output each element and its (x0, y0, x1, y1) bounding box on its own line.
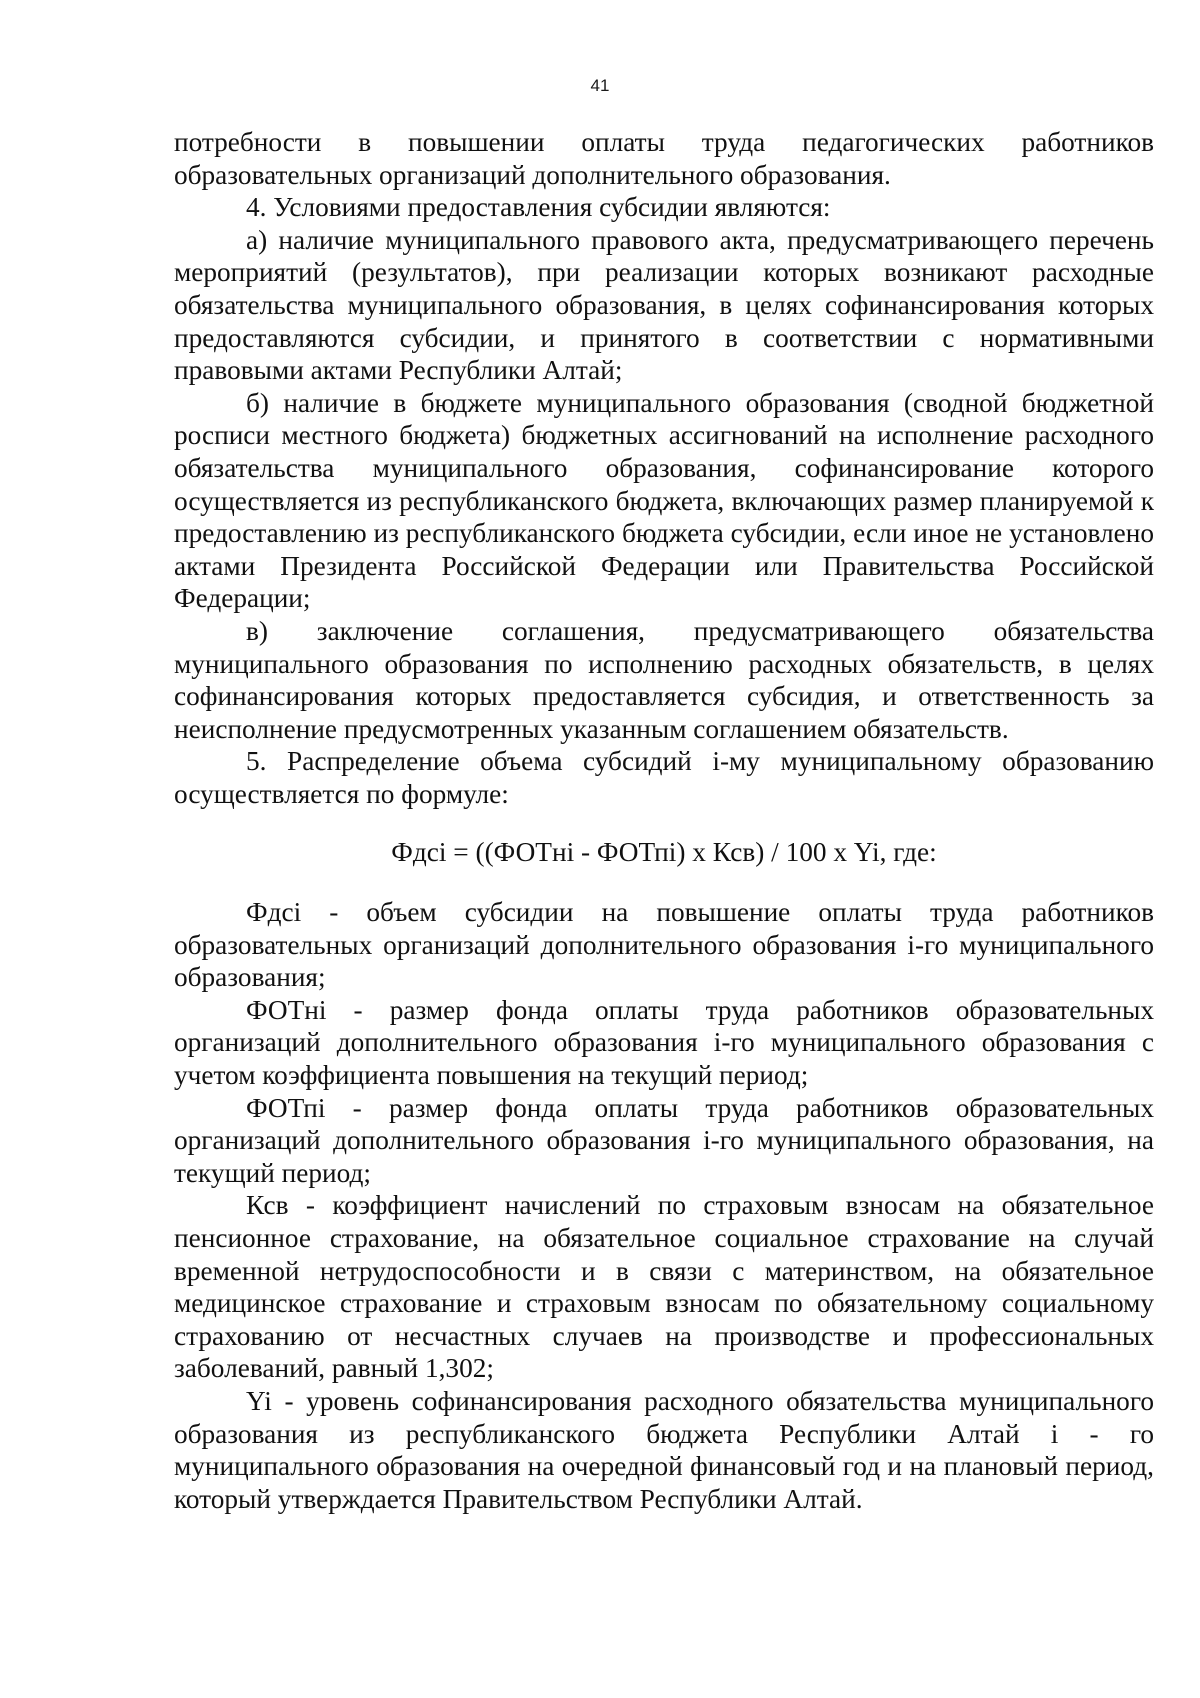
paragraph-section-5: 5. Распределение объема субсидий i-му муниципальному образованию осуществляется по формуле: (174, 746, 1154, 809)
distribution-formula: Фдсi = ((ФОТнi - ФОТпi) х Ксв) / 100 х Yi, где: (391, 837, 937, 868)
paragraph-item-b: б) наличие в бюджете муниципального образования (сводной бюджетной росписи местного бюджета) бюджетных ассигнований на исполнение расходного обязательства муниципального образования, софинансирование которого осуществляется из республиканского бюджета, включающих размер планируемой к предоставлению из республиканского бюджета субсидии, если иное не установлено актами Президента Российской Федерации или Правительства Российской Федерации; (174, 387, 1154, 614)
definition-fdsi: Фдсi - объем субсидии на повышение оплаты труда работников образовательных организаций дополнительного образования i-го муниципального образования; (174, 897, 1154, 993)
definition-yi: Yi - уровень софинансирования расходного обязательства муниципального образования из республиканского бюджета Республики Алтай i - го муниципального образования на очередной финансовый год и на плановый период, который утверждается Правительством Республики Алтай. (174, 1385, 1154, 1514)
definition-ksv: Ксв - коэффициент начислений по страховым взносам на обязательное пенсионное страхование, на обязательное социальное страхование на случай временной нетрудоспособности и в связи с материнством, на обязательное медицинское страхование и страховым взносам по обязательному социальному страхованию от несчастных случаев на производстве и профессиональных заболеваний, равный 1,302; (174, 1190, 1154, 1384)
document-body (174, 126, 1154, 1515)
page-number: 41 (590, 76, 610, 95)
paragraph-item-a: а) наличие муниципального правового акта, предусматривающего перечень мероприятий (результатов), при реализации которых возникают расходные обязательства муниципального образования, в целях софинансирования которых предоставляются субсидии, и принятого в соответствии с нормативными правовыми актами Республики Алтай; (174, 224, 1154, 386)
paragraph-continuation: потребности в повышении оплаты труда педагогических работников образовательных организаций дополнительного образования. (174, 127, 1154, 190)
paragraph-item-v: в) заключение соглашения, предусматривающего обязательства муниципального образования по исполнению расходных обязательств, в целях софинансирования которых предоставляется субсидия, и ответственность за неисполнение предусмотренных указанным соглашением обязательств. (174, 615, 1154, 744)
definition-fotpi: ФОТпi - размер фонда оплаты труда работников образовательных организаций дополнительного образования i-го муниципального образования, на текущий период; (174, 1092, 1154, 1188)
paragraph-section-4: 4. Условиями предоставления субсидии являются: (246, 192, 831, 223)
definition-fotni: ФОТнi - размер фонда оплаты труда работников образовательных организаций дополнительного образования i-го муниципального образования с учетом коэффициента повышения на текущий период; (174, 994, 1154, 1091)
